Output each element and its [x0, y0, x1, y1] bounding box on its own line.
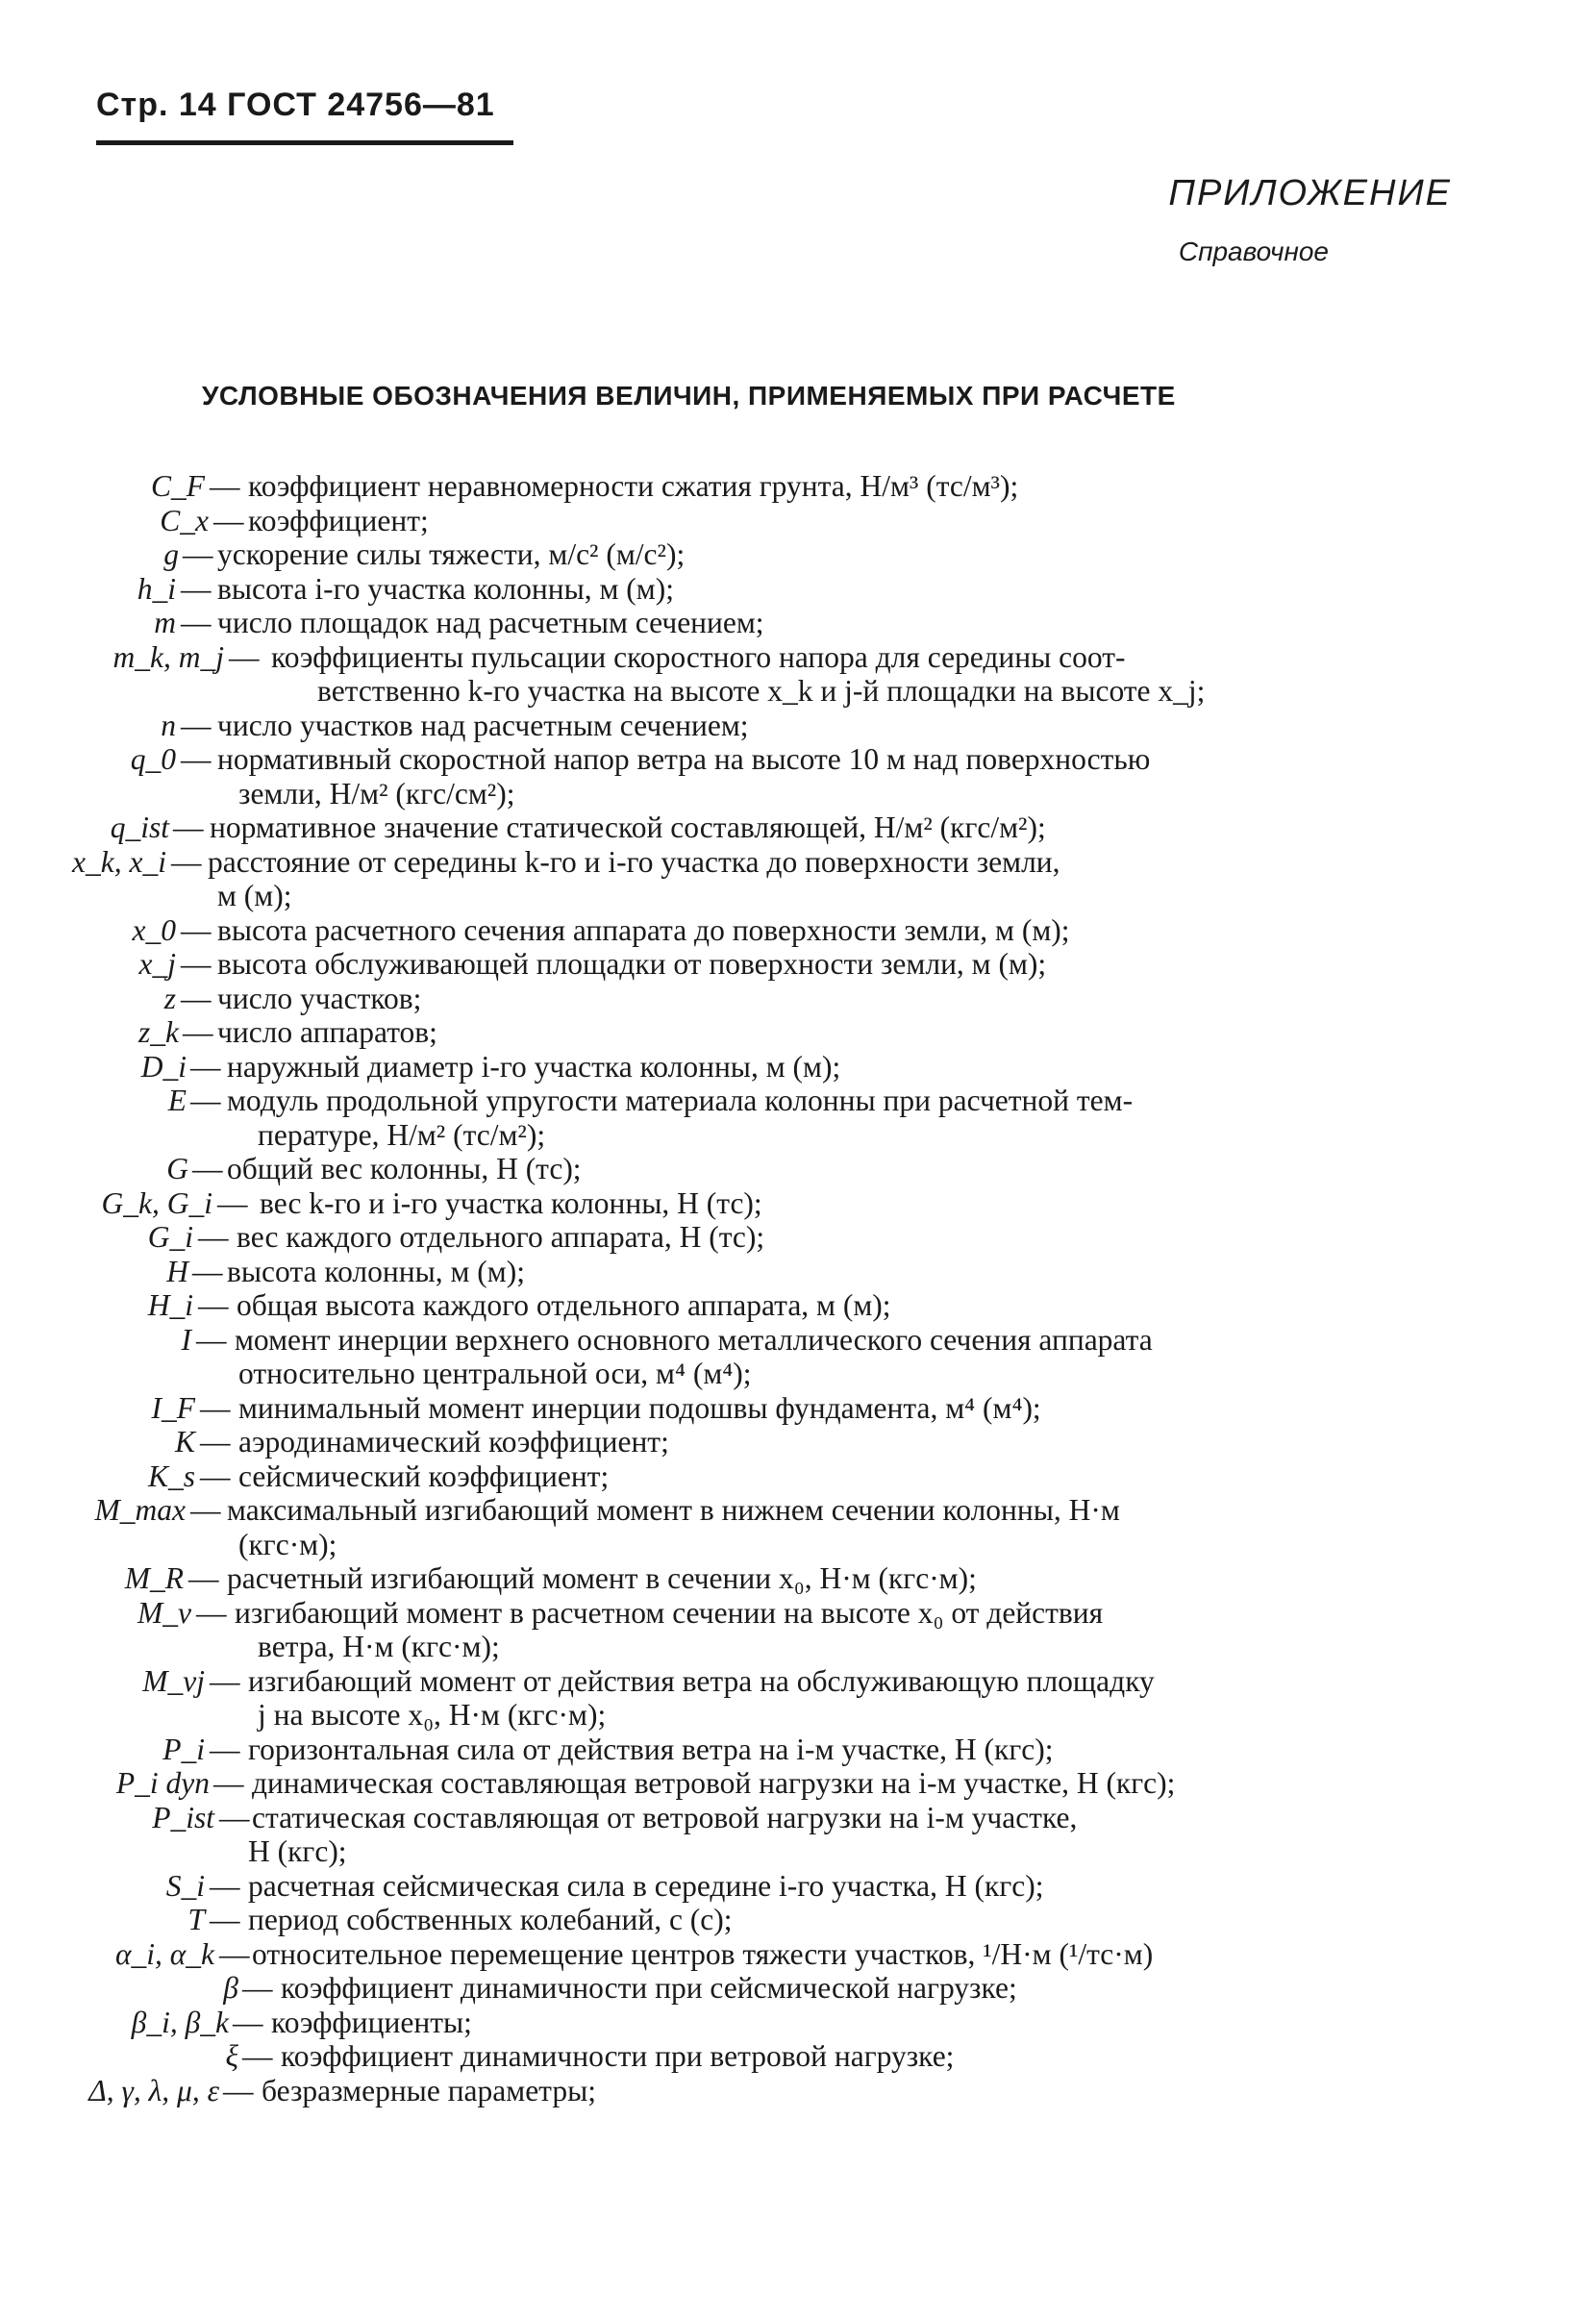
definition-text: пературе, Н/м² (тс/м²);	[258, 1117, 546, 1152]
definition-symbol: m	[154, 606, 176, 639]
definition-dash: —	[213, 1766, 244, 1800]
definition-text: статическая составляющая от ветровой нагрузки на i-м участке,	[252, 1800, 1078, 1834]
definition-dash: —	[181, 606, 212, 639]
definition-text: расчетный изгибающий момент в сечении x₀, Н·м (кгс·м);	[227, 1561, 977, 1595]
definition-text: ветра, Н·м (кгс·м);	[258, 1630, 500, 1663]
appendix-subtitle: Справочное	[1178, 237, 1329, 266]
definition-text: земли, Н/м² (кгс/см²);	[238, 776, 515, 810]
definition-dash: —	[181, 981, 212, 1015]
definition-dash: —	[183, 1015, 213, 1049]
definition-symbol: q_0	[130, 742, 176, 776]
definition-symbol: G	[166, 1152, 188, 1185]
definition-dash: —	[181, 571, 212, 606]
definition-dash: —	[188, 1561, 219, 1595]
definition-symbol: I	[181, 1322, 191, 1357]
definition-item	[0, 640, 1596, 675]
definition-text: сейсмический коэффициент;	[238, 1459, 610, 1493]
definition-item	[0, 845, 1596, 880]
definition-symbol: x_k, x_i	[72, 844, 166, 879]
definition-dash: —	[210, 1903, 240, 1936]
definition-dash: —	[181, 912, 212, 947]
definition-item	[0, 947, 1596, 982]
definition-item	[0, 1425, 1596, 1459]
definition-text: м (м);	[217, 879, 292, 912]
definition-symbol: H	[166, 1254, 188, 1288]
definition-item	[0, 709, 1596, 743]
definition-dash: —	[242, 1971, 273, 2005]
definition-symbol: H_i	[147, 1288, 193, 1322]
definition-symbol: β_i, β_k	[131, 2005, 229, 2039]
definition-symbol: M_vj	[142, 1663, 205, 1698]
definition-symbol: C_x	[160, 503, 209, 537]
definition-item	[0, 1698, 1596, 1733]
definition-symbol: G_k, G_i	[101, 1185, 212, 1220]
definition-text: j на высоте x₀, Н·м (кгс·м);	[258, 1698, 607, 1732]
definition-symbol: α_i, α_k	[114, 1936, 214, 1971]
definition-dash: —	[219, 1800, 250, 1834]
definition-text: высота i-го участка колонны, м (м);	[217, 571, 674, 606]
definition-dash: —	[210, 469, 240, 503]
page-header: Стр. 14 ГОСТ 24756—81	[96, 87, 495, 123]
definition-item	[0, 810, 1596, 845]
definition-text: расстояние от середины k-го и i-го участка до поверхности земли,	[208, 844, 1060, 879]
definition-dash: —	[219, 1936, 250, 1971]
definition-item	[0, 1937, 1596, 1972]
definition-item	[0, 1971, 1596, 2006]
definition-dash: —	[242, 2039, 273, 2073]
definition-symbol: x_0	[132, 912, 176, 947]
definition-item	[0, 2039, 1596, 2074]
definition-symbol: x_j	[138, 947, 176, 981]
definition-dash: —	[210, 1732, 240, 1766]
definition-dash: —	[213, 503, 244, 537]
definition-dash: —	[190, 1084, 221, 1117]
definition-symbol: M_max	[94, 1493, 186, 1527]
definition-text: число площадок над расчетным сечением;	[217, 606, 764, 639]
definition-text: Н (кгс);	[248, 1834, 347, 1868]
definition-text: высота расчетного сечения аппарата до поверхности земли, м (м);	[217, 912, 1070, 947]
definition-symbol: Δ, γ, λ, μ, ε	[88, 2073, 219, 2107]
definition-text: коэффициенты;	[271, 2005, 472, 2039]
definition-item	[0, 2074, 1596, 2108]
definition-dash: —	[200, 1459, 231, 1493]
definition-symbol: M_v	[137, 1595, 191, 1630]
definition-dash: —	[192, 1152, 223, 1185]
definition-text: изгибающий момент в расчетном сечении на высоте x₀ от действия	[235, 1595, 1104, 1630]
definition-text: вес k-го и i-го участка колонны, Н (тс);	[260, 1185, 762, 1220]
definition-item	[0, 2006, 1596, 2040]
definition-text: изгибающий момент от действия ветра на обслуживающую площадку	[248, 1663, 1155, 1698]
definition-item	[0, 1255, 1596, 1289]
definition-symbol: P_i	[162, 1732, 205, 1766]
definition-text: горизонтальная сила от действия ветра на i-м участке, Н (кгс);	[248, 1732, 1054, 1766]
definition-text: безразмерные параметры;	[262, 2073, 596, 2107]
definition-item	[0, 1733, 1596, 1767]
definition-text: коэффициенты пульсации скоростного напора для середины соот-	[271, 639, 1126, 674]
definition-item	[0, 1561, 1596, 1596]
definition-text: нормативный скоростной напор ветра на высоте 10 м над поверхностью	[217, 742, 1151, 776]
definition-text: аэродинамический коэффициент;	[238, 1425, 669, 1459]
definition-text: вес каждого отдельного аппарата, Н (тс);	[237, 1220, 765, 1254]
definition-item	[0, 469, 1596, 504]
definition-dash: —	[196, 1595, 227, 1630]
definition-item	[0, 1357, 1596, 1391]
definition-item	[0, 1766, 1596, 1801]
definition-symbol: P_i dyn	[115, 1766, 210, 1800]
definition-item	[0, 1834, 1596, 1869]
definition-symbol: m_k, m_j	[112, 639, 224, 674]
definition-text: коэффициент неравномерности сжатия грунта, Н/м³ (тс/м³);	[248, 469, 1019, 503]
definition-text: ускорение силы тяжести, м/с² (м/с²);	[217, 537, 686, 571]
definition-item	[0, 1630, 1596, 1664]
definition-item	[0, 879, 1596, 913]
definition-text: общий вес колонны, Н (тс);	[227, 1152, 582, 1185]
definition-item	[0, 606, 1596, 640]
definition-item	[0, 1288, 1596, 1323]
definition-text: момент инерции верхнего основного металлического сечения аппарата	[235, 1322, 1153, 1357]
definition-symbol: q_ist	[110, 810, 169, 844]
definition-text: число участков над расчетным сечением;	[217, 708, 749, 742]
definition-dash: —	[210, 1663, 240, 1698]
definition-text: общая высота каждого отдельного аппарата, м (м);	[237, 1288, 891, 1322]
definition-item	[0, 742, 1596, 777]
definition-dash: —	[223, 2073, 254, 2107]
definition-item	[0, 1391, 1596, 1426]
definition-dash: —	[210, 1868, 240, 1903]
definition-dash: —	[181, 742, 212, 776]
definition-dash: —	[198, 1220, 229, 1254]
definition-item	[0, 1869, 1596, 1904]
definition-text: высота обслуживающей площадки от поверхности земли, м (м);	[217, 947, 1047, 981]
definition-item	[0, 572, 1596, 607]
definition-symbol: M_R	[124, 1561, 184, 1595]
definition-text: число участков;	[217, 981, 422, 1015]
definition-item	[0, 1323, 1596, 1358]
definition-symbol: P_ist	[152, 1800, 214, 1834]
header-rule	[96, 140, 513, 145]
definition-text: высота колонны, м (м);	[227, 1254, 525, 1288]
definition-item	[0, 1084, 1596, 1118]
definition-text: максимальный изгибающий момент в нижнем сечении колонны, Н·м	[227, 1493, 1120, 1527]
definition-dash: —	[183, 537, 213, 571]
definition-text: минимальный момент инерции подошвы фундамента, м⁴ (м⁴);	[238, 1390, 1041, 1425]
definition-dash: —	[229, 639, 260, 674]
definition-item	[0, 1903, 1596, 1937]
definition-item	[0, 1596, 1596, 1631]
definition-symbol: z_k	[138, 1015, 179, 1049]
appendix-title: ПРИЛОЖЕНИЕ	[1168, 173, 1452, 213]
definition-symbol: K_s	[147, 1459, 195, 1493]
definition-text: ветственно k-го участка на высоте x_k и j-й площадки на высоте x_j;	[317, 674, 1206, 708]
definition-symbol: ξ	[225, 2039, 238, 2073]
definition-item	[0, 1118, 1596, 1153]
definition-dash: —	[200, 1425, 231, 1459]
definition-text: коэффициент динамичности при ветровой нагрузке;	[281, 2039, 955, 2073]
definition-text: нормативное значение статической составляющей, Н/м² (кгс/м²);	[210, 810, 1046, 844]
definition-item	[0, 1528, 1596, 1562]
definition-item	[0, 537, 1596, 572]
definition-symbol: G_i	[147, 1220, 193, 1254]
definition-dash: —	[181, 947, 212, 981]
definition-text: относительное перемещение центров тяжести участков, ¹/Н·м (¹/тс·м)	[252, 1936, 1154, 1971]
definition-item	[0, 1152, 1596, 1186]
definition-text: число аппаратов;	[217, 1015, 437, 1049]
definition-dash: —	[171, 844, 202, 879]
definition-symbol: C_F	[150, 469, 205, 503]
definition-text: относительно центральной оси, м⁴ (м⁴);	[238, 1357, 752, 1390]
definition-dash: —	[217, 1185, 248, 1220]
definition-dash: —	[190, 1049, 221, 1084]
definition-text: модуль продольной упругости материала колонны при расчетной тем-	[227, 1084, 1134, 1117]
definition-dash: —	[181, 708, 212, 742]
definition-symbol: E	[167, 1084, 187, 1117]
definition-text: период собственных колебаний, с (с);	[248, 1903, 733, 1936]
definition-item	[0, 1050, 1596, 1085]
definition-item	[0, 1015, 1596, 1050]
definition-symbol: n	[161, 708, 176, 742]
section-title: УСЛОВНЫЕ ОБОЗНАЧЕНИЯ ВЕЛИЧИН, ПРИМЕНЯЕМЫХ ПРИ РАСЧЕТЕ	[202, 381, 1176, 411]
definition-dash: —	[190, 1493, 221, 1527]
definition-dash: —	[192, 1254, 223, 1288]
definition-text: коэффициент динамичности при сейсмической нагрузке;	[281, 1971, 1017, 2005]
definition-symbol: β	[223, 1971, 238, 2005]
definitions-list	[0, 469, 1596, 2107]
definition-symbol: S_i	[165, 1868, 205, 1903]
definition-item	[0, 1801, 1596, 1835]
definition-item	[0, 1459, 1596, 1494]
definition-item	[0, 777, 1596, 811]
definition-dash: —	[173, 810, 204, 844]
definition-symbol: h_i	[137, 571, 176, 606]
definition-symbol: I_F	[151, 1390, 195, 1425]
definition-text: коэффициент;	[248, 503, 429, 537]
definition-item	[0, 1186, 1596, 1221]
definition-item	[0, 982, 1596, 1016]
definition-item	[0, 1493, 1596, 1528]
definition-symbol: K	[174, 1425, 195, 1459]
definition-text: динамическая составляющая ветровой нагрузки на i-м участке, Н (кгс);	[252, 1766, 1176, 1800]
definition-dash: —	[233, 2005, 263, 2039]
definition-item	[0, 504, 1596, 538]
definition-text: наружный диаметр i-го участка колонны, м (м);	[227, 1049, 841, 1084]
definition-symbol: T	[187, 1903, 205, 1936]
definition-symbol: D_i	[140, 1049, 187, 1084]
definition-item	[0, 674, 1596, 709]
definition-symbol: z	[163, 981, 176, 1015]
definition-dash: —	[196, 1322, 227, 1357]
definition-dash: —	[198, 1288, 229, 1322]
definition-text: (кгс·м);	[238, 1527, 337, 1561]
definition-item	[0, 913, 1596, 948]
definition-text: расчетная сейсмическая сила в середине i-го участка, Н (кгс);	[248, 1868, 1044, 1903]
definition-item	[0, 1220, 1596, 1255]
definition-dash: —	[200, 1390, 231, 1425]
definition-symbol: g	[163, 537, 179, 571]
definition-item	[0, 1664, 1596, 1699]
